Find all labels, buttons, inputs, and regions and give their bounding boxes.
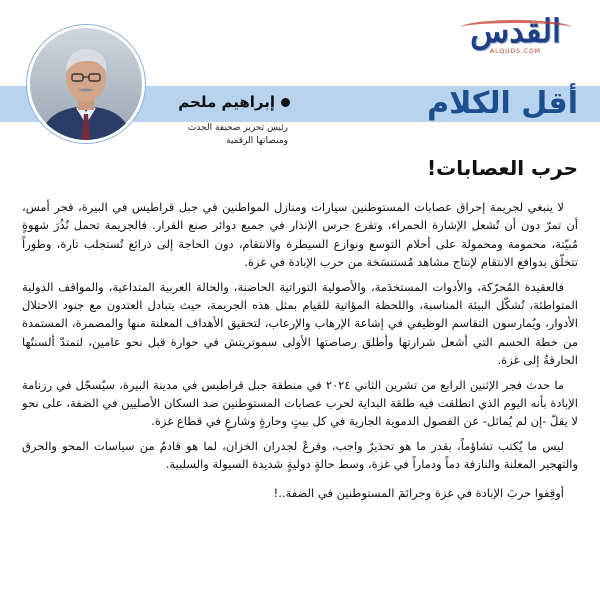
article-closing-line: أوقِفوا حربَ الإبادة في غزة وجرائمَ المستوطنين في الضفة..! <box>273 485 564 500</box>
author-portrait-icon <box>30 28 142 140</box>
author-bullet-icon <box>281 98 290 107</box>
logo-subtext: ALQUDS.COM <box>490 48 541 55</box>
article-paragraph-1: لا ينبغي لجريمة إحراق عصابات المستوطنين سيارات ومنازل المواطنين في جبل قراطيس في البيرة، فجر أمس، أن تمرّ دون أن تُشعل الإشارة الحمراء، وتقرع جرس الإنذار في جميع دوائر صنع القرار. فالجريمة تحمل نُذُرَ شهوةٍ مُبيّتة، محمومة ومحمولة على أحلام التوسع ونوازع السيطرة والانتقام، دون الحاجة إلى ذرائع تُستجلب تارة، وطوراً تتخلّق بدوافع الانتقام لإنتاج مشاهد مُستنسَخة من حرب الإبادة في غزة. <box>22 200 578 270</box>
article-paragraph-3: ما حدث فجر الإثنين الرابع من تشرين الثاني ٢٠٢٤ في منطقة جبل قراطيس في مدينة البيرة، سيُسجّل في رزنامة الإبادة بأنه اليوم الذي انطلقت فيه طلقة البداية لحرب عصابات المستوطنين ضد السكان الأصليين في الضفة، على نحو لا يقلّ -إن لم يُماثل- عن الفصول الدموية الجارية في كل بيتٍ وحارةٍ وشارعٍ في قطاع غزة. <box>22 377 578 429</box>
header <box>0 0 600 150</box>
newspaper-logo[interactable] <box>453 14 578 62</box>
author-name-row <box>150 88 290 116</box>
column-title: أقل الكلام <box>427 86 578 121</box>
article-title: حرب العصابات! <box>426 156 578 180</box>
article-paragraph-2: فالعقيدة المُحرّكة، والأدوات المستخدَمة، والأصولية التوراتية الحاضنة، والحالة العربية المتداعية، والمواقف الدولية المتواطئة، تُشكّل البيئة المناسبة، واللحظة المؤاتية للقيام بمثل هذه الجريمة، حيث يتبادل العتدون مع جنود الاحتلال الأدوار، ويُمارسون التقاسم الوظيفي في إشاعة الإرهاب والإرعاب، لتحقيق الأهداف المعلنة منها والمضمرة، المستمدة من خطة الحسم التي أشعل شرارتها وأطلق رصاصتها الأولى سموتريتش في حوارة قبل نحو عامين، لتمتدّ ألسنتُها الحارقةُ إلى غزة. <box>22 279 578 368</box>
logo-text: القدس <box>470 12 561 50</box>
article-paragraph-4: ليس ما يُكتب تشاؤماً، بقدر ما هو تحذيرٌ واجب، وقرعٌ لجدران الخزان، لما هو قادمٌ من سياسات المحو والحرق والتهجير المعلنة والنازفة دماً ودماراً في غزة، وسط حالةٍ دوليةٍ شديدة السيولة والسلبية. <box>22 438 578 472</box>
author-photo <box>30 28 142 140</box>
author-role-line1: رئيس تحرير صحيفة الحدث <box>187 123 288 133</box>
author-block <box>150 88 290 148</box>
author-role <box>150 122 290 148</box>
article-body <box>22 198 578 592</box>
logo-swoosh-icon <box>461 20 571 35</box>
author-role-line2: ومنصاتها الرقمية <box>226 136 288 146</box>
author-name: إبراهيم ملحم <box>178 93 275 111</box>
